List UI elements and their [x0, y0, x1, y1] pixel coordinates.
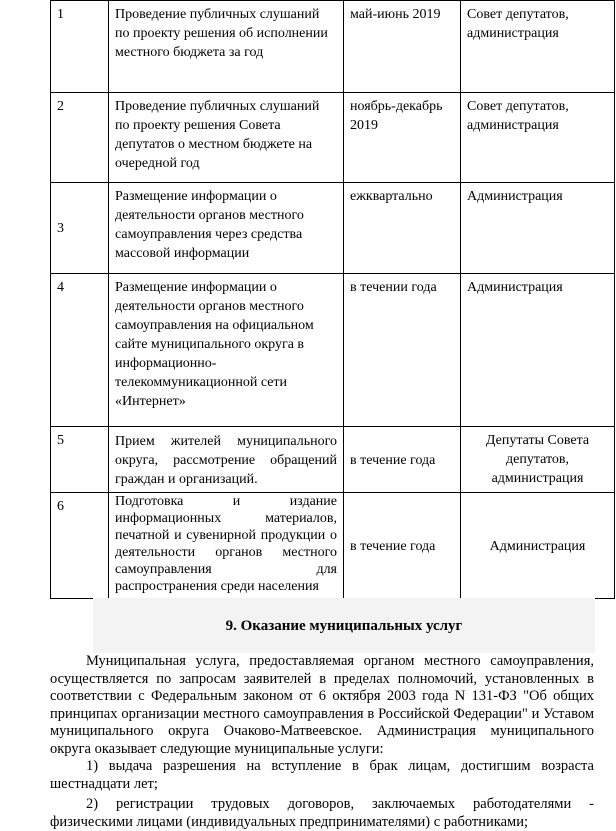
row-number: 2	[51, 93, 109, 183]
row-responsible: Совет депутатов, администрация	[461, 93, 615, 183]
row-responsible: Депутаты Совета депутатов, администрация	[461, 427, 615, 493]
intro-paragraph: Муниципальная услуга, предоставляемая органом местного самоуправления, осуществляется по запросам заявителей в пределах полномочий, установленных в соответствии с Федеральным законом от 6 октября 2003 года N 131-ФЗ "Об общих принципах организации местного самоуправления в Российской Федерации" и Уставом муниципального округа Очаково-Матвеевское. Администрация муниципального округа оказывает следующие муниципальные услуги:	[50, 653, 594, 757]
section-header	[93, 598, 595, 653]
section-title: 9. Оказание муниципальных услуг	[225, 618, 463, 634]
row-event: Размещение информации о деятельности органов местного самоуправления через средства массовой информации	[109, 183, 344, 274]
row-number: 5	[51, 427, 109, 493]
table-row	[51, 493, 615, 599]
row-period: в течение года	[344, 427, 461, 493]
events-table	[50, 0, 615, 599]
row-period: ежквартально	[344, 183, 461, 274]
row-event: Прием жителей муниципального округа, рассмотрение обращений граждан и организаций.	[109, 427, 344, 493]
row-number: 3	[51, 183, 109, 274]
row-event: Подготовка и издание информационных материалов, печатной и сувенирной продукции о деятельности органов местного самоуправления для распространения среди населения	[109, 493, 344, 599]
row-number: 4	[51, 274, 109, 427]
row-number: 1	[51, 1, 109, 93]
table-row	[51, 427, 615, 493]
service-item-2: 2) регистрации трудовых договоров, заключаемых работодателями - физическими лицами (индивидуальных предпринимателями) с работниками;	[50, 796, 594, 830]
table-row	[51, 274, 615, 427]
row-period: в течении года	[344, 274, 461, 427]
row-event: Проведение публичных слушаний по проекту решения об исполнении местного бюджета за год	[109, 1, 344, 93]
row-event: Размещение информации о деятельности органов местного самоуправления на официальном сайте муниципального округа в информационно-телекоммуникационной сети «Интернет»	[109, 274, 344, 427]
service-item-1: 1) выдача разрешения на вступление в брак лицам, достигшим возраста шестнадцати лет;	[50, 758, 594, 792]
row-period: май-июнь 2019	[344, 1, 461, 93]
table-row	[51, 183, 615, 274]
table-row	[51, 1, 615, 93]
row-responsible: Администрация	[461, 183, 615, 274]
table-row	[51, 93, 615, 183]
row-period: ноябрь-декабрь 2019	[344, 93, 461, 183]
row-responsible: Администрация	[461, 493, 615, 599]
row-responsible: Совет депутатов, администрация	[461, 1, 615, 93]
row-number: 6	[51, 493, 109, 599]
row-event: Проведение публичных слушаний по проекту решения Совета депутатов о местном бюджете на очередной год	[109, 93, 344, 183]
row-period: в течение года	[344, 493, 461, 599]
section-body	[50, 653, 594, 831]
row-responsible: Администрация	[461, 274, 615, 427]
